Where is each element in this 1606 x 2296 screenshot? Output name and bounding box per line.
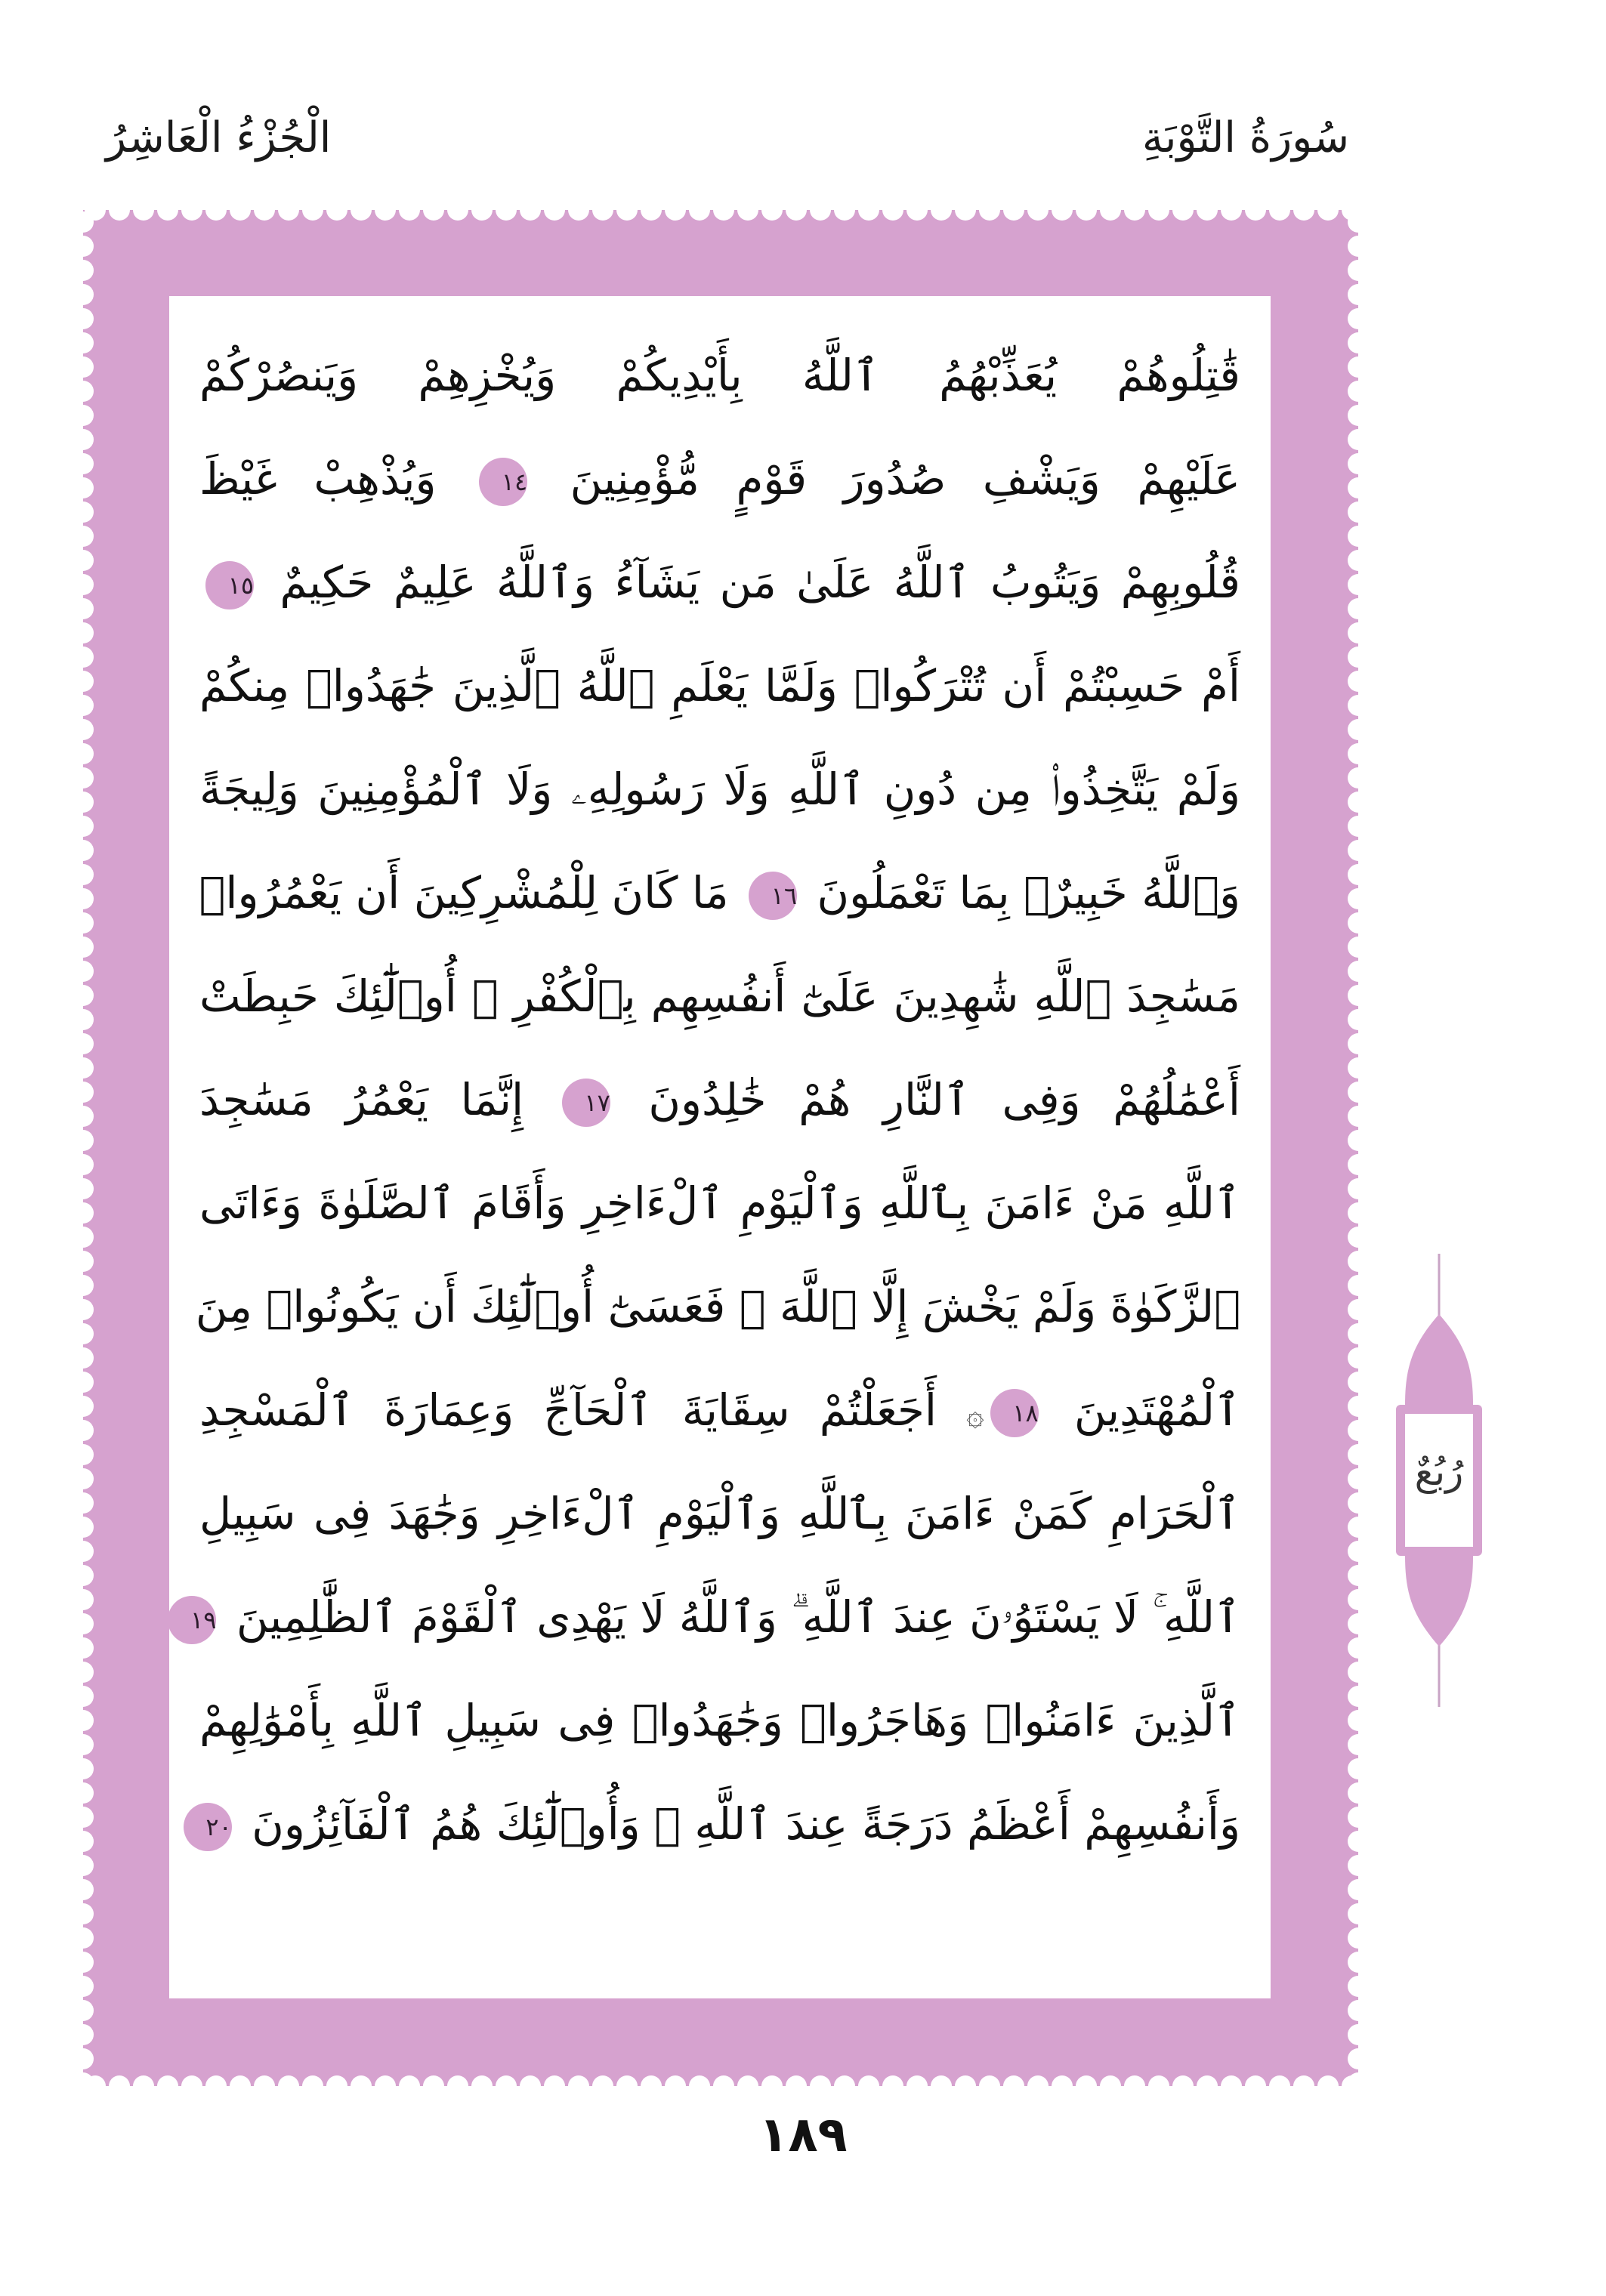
ayah-number-marker: ١٨ bbox=[990, 1389, 1039, 1437]
ayah-line bbox=[199, 533, 1240, 631]
ayah-text: أَمْ حَسِبْتُمْ أَن تُتْرَكُوا۟ وَلَمَّا يَعْلَمِ ٱللَّهُ ٱلَّذِينَ جَٰهَدُوا۟ مِنكُمْ bbox=[199, 660, 1240, 711]
ayah-text-continued: إِنَّمَا يَعْمُرُ مَسَٰجِدَ bbox=[199, 1074, 524, 1125]
ayah-text-continued: مَا كَانَ لِلْمُشْرِكِينَ أَن يَعْمُرُوا۟ bbox=[199, 867, 729, 918]
ayah-text: أَعْمَٰلُهُمْ وَفِى ٱلنَّارِ هُمْ خَٰلِدُونَ bbox=[648, 1074, 1241, 1125]
ayah-line bbox=[199, 947, 1240, 1045]
ayah-line bbox=[199, 1775, 1240, 1873]
ayah-line bbox=[199, 430, 1240, 528]
rub-label: رُبُعٌ bbox=[1414, 1450, 1464, 1494]
ayah-text: قُلُوبِهِمْ وَيَتُوبُ ٱللَّهُ عَلَىٰ مَن يَشَآءُ وَٱللَّهُ عَلِيمٌ حَكِيمٌ bbox=[280, 557, 1241, 608]
ayah-number-marker: ١٩ bbox=[168, 1596, 216, 1644]
ayah-text: قَٰتِلُوهُمْ يُعَذِّبْهُمُ ٱللَّهُ بِأَيْدِيكُمْ وَيُخْزِهِمْ وَيَنصُرْكُمْ bbox=[199, 350, 1240, 401]
ayah-line bbox=[190, 1568, 1240, 1666]
ayah-text-continued: وَيُذْهِبْ غَيْظَ bbox=[199, 453, 437, 505]
ayah-text: مَسَٰجِدَ ٱللَّهِ شَٰهِدِينَ عَلَىٰٓ أَنفُسِهِم بِٱلْكُفْرِ ۚ أُو۟لَٰٓئِكَ حَبِطَتْ bbox=[199, 971, 1240, 1022]
ayah-number-marker: ١٥ bbox=[205, 561, 254, 609]
ayah-line bbox=[199, 1361, 1240, 1459]
ayah-line bbox=[199, 1051, 1240, 1149]
ayah-text: وَٱللَّهُ خَبِيرٌۢ بِمَا تَعْمَلُونَ bbox=[817, 867, 1240, 918]
ayah-text: ٱلزَّكَوٰةَ وَلَمْ يَخْشَ إِلَّا ٱللَّهَ ۖ فَعَسَىٰٓ أُو۟لَٰٓئِكَ أَن يَكُونُوا۟ مِنَ bbox=[195, 1281, 1240, 1332]
hizb-star-icon: ۞ bbox=[966, 1398, 984, 1433]
ayah-text: ٱلْحَرَامِ كَمَنْ ءَامَنَ بِٱللَّهِ وَٱلْيَوْمِ ٱلْءَاخِرِ وَجَٰهَدَ فِى سَبِيلِ bbox=[199, 1488, 1240, 1539]
ayah-line bbox=[199, 844, 1240, 942]
ayah-line bbox=[199, 1154, 1240, 1252]
ayah-text: عَلَيْهِمْ وَيَشْفِ صُدُورَ قَوْمٍ مُّؤْمِنِينَ bbox=[570, 453, 1240, 505]
ayah-line bbox=[199, 1671, 1240, 1770]
ayah-number-marker: ١٦ bbox=[749, 872, 797, 920]
ayah-number-marker: ١٧ bbox=[562, 1079, 610, 1127]
ayah-text: وَلَمْ يَتَّخِذُوا۟ مِن دُونِ ٱللَّهِ وَلَا رَسُولِهِۦ وَلَا ٱلْمُؤْمِنِينَ وَلِيجَةً bbox=[199, 764, 1240, 815]
ayah-number-marker: ١٤ bbox=[479, 458, 527, 506]
ayah-text: ٱلَّذِينَ ءَامَنُوا۟ وَهَاجَرُوا۟ وَجَٰهَدُوا۟ فِى سَبِيلِ ٱللَّهِ بِأَمْوَٰلِهِمْ bbox=[199, 1695, 1240, 1746]
surah-name: سُورَةُ التَّوْبَةِ bbox=[1141, 113, 1349, 162]
ayah-number-marker: ٢٠ bbox=[184, 1803, 232, 1851]
page-number: ١٨٩ bbox=[758, 2107, 848, 2163]
ayah-line bbox=[199, 740, 1240, 838]
ayah-text: ٱلْمُهْتَدِينَ bbox=[1073, 1384, 1241, 1436]
ayah-line bbox=[199, 1464, 1240, 1563]
ayah-line bbox=[199, 637, 1240, 735]
ayah-text: ٱللَّهِ مَنْ ءَامَنَ بِٱللَّهِ وَٱلْيَوْمِ ٱلْءَاخِرِ وَأَقَامَ ٱلصَّلَوٰةَ وَءَاتَى bbox=[199, 1177, 1240, 1229]
ayah-text-continued: أَجَعَلْتُمْ سِقَايَةَ ٱلْحَآجِّ وَعِمَارَةَ ٱلْمَسْجِدِ bbox=[199, 1384, 937, 1436]
ayah-line bbox=[199, 326, 1240, 424]
ayah-text: ٱللَّهِ ۚ لَا يَسْتَوُۥنَ عِندَ ٱللَّهِ ۗ وَٱللَّهُ لَا يَهْدِى ٱلْقَوْمَ ٱلظَّٰلِمِينَ bbox=[236, 1591, 1240, 1643]
ayah-text: وَأَنفُسِهِمْ أَعْظَمُ دَرَجَةً عِندَ ٱللَّهِ ۚ وَأُو۟لَٰٓئِكَ هُمُ ٱلْفَآئِزُونَ bbox=[252, 1798, 1240, 1850]
ayah-line bbox=[195, 1258, 1240, 1356]
juz-name: الْجُزْءُ الْعَاشِرُ bbox=[106, 113, 332, 162]
text-panel bbox=[169, 296, 1271, 1998]
